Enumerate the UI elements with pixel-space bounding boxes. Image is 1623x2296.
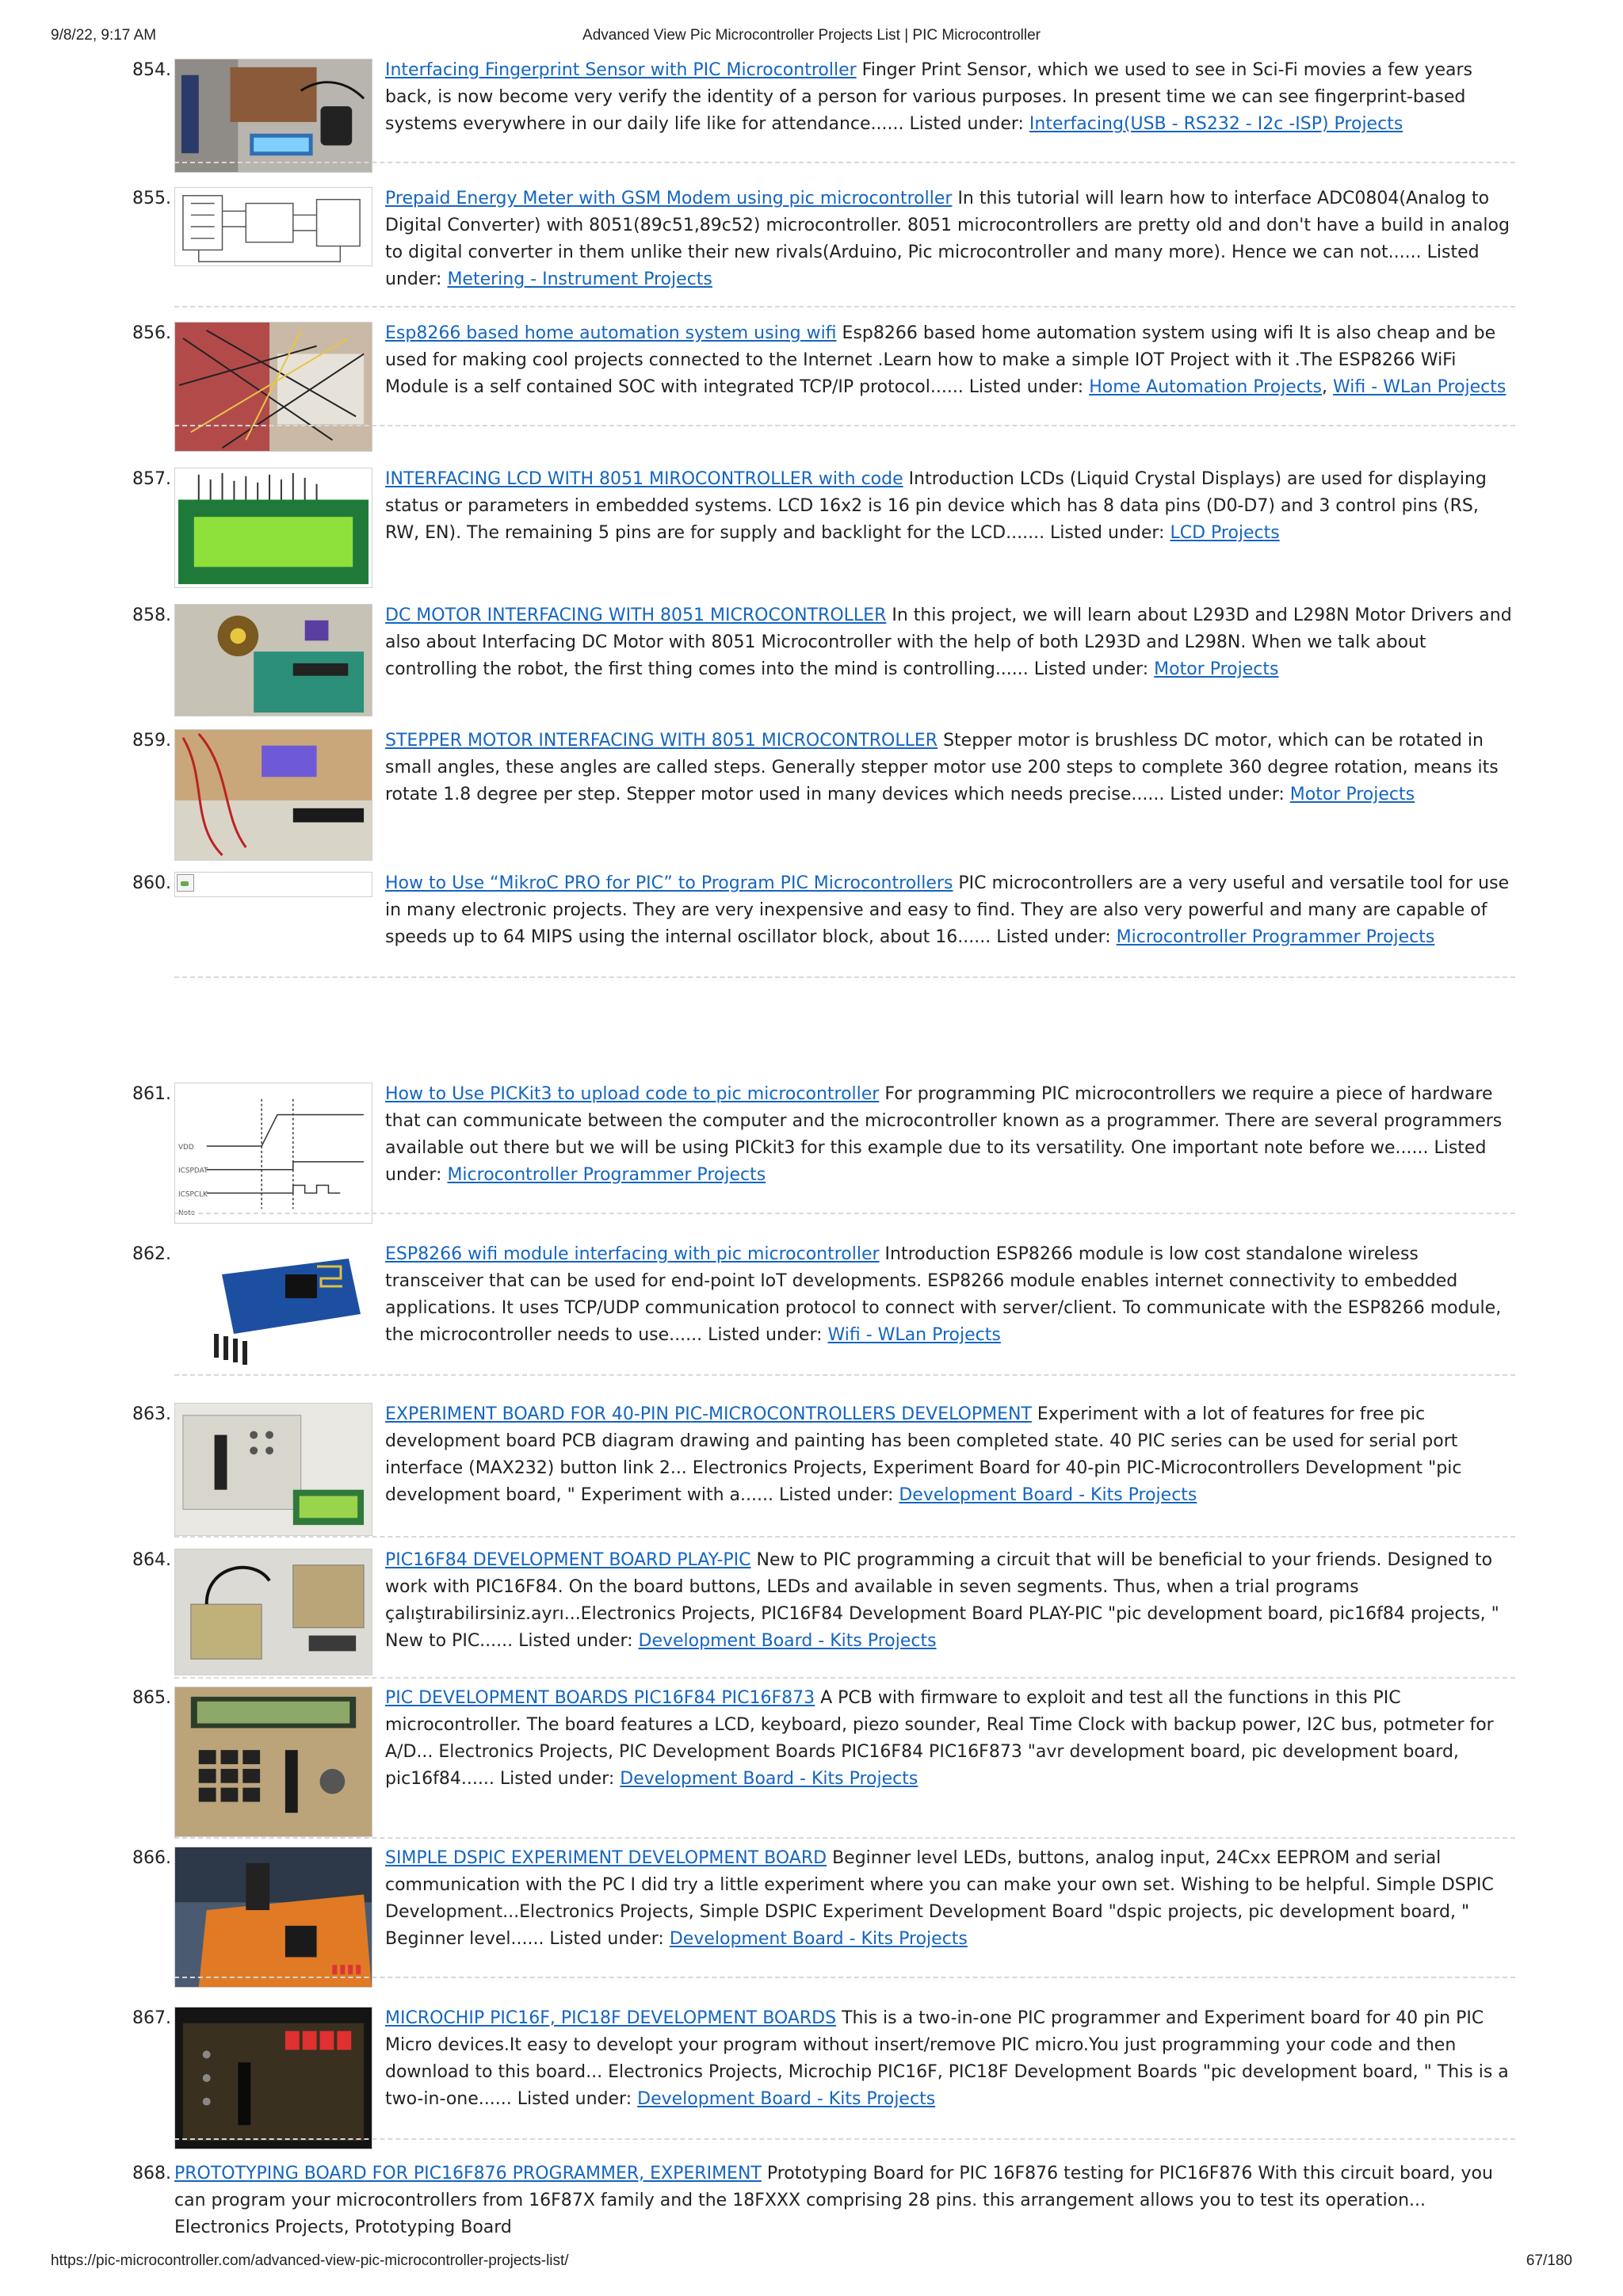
category-link[interactable]: Development Board - Kits Projects	[637, 2089, 936, 2109]
category-link[interactable]: LCD Projects	[1170, 523, 1280, 543]
project-title-link[interactable]: PROTOTYPING BOARD FOR PIC16F876 PROGRAMMER, EXPERIMENT	[174, 2164, 762, 2183]
category-link[interactable]: Interfacing(USB - RS232 - I2c -ISP) Projects	[1029, 114, 1403, 134]
project-description: PIC microcontrollers are a very useful and versatile tool for use in many electronic projects. They are very inexpensive and easy to find. They are also very powerful and many are capable of speeds up to 64 MIPS using the internal oscillator block, about 16...... Listed under:	[385, 873, 1510, 947]
category-link[interactable]: Home Automation Projects	[1089, 377, 1323, 397]
project-description: Esp8266 based home automation system using wifi It is also cheap and be used for making cool projects connected to the Internet .Learn how to make a simple IOT Project with it .The ESP8266 WiFi Module is a self contained SOC with integrated TCP/IP protocol...... Listed under:	[385, 323, 1496, 397]
project-title-link[interactable]: Prepaid Energy Meter with GSM Modem using pic microcontroller	[385, 189, 953, 208]
entry-number: 866.	[132, 1848, 171, 1868]
category-link[interactable]: Metering - Instrument Projects	[447, 269, 712, 289]
project-title-link[interactable]: MICROCHIP PIC16F, PIC18F DEVELOPMENT BOARDS	[385, 2008, 837, 2028]
project-description: Prototyping Board for PIC 16F876 testing for PIC16F876 With this circuit board, you can program your microcontrollers from 16F87X family and the 18FXXX comprising 28 pins. this arrangement allows you to test its operation... Electronics Projects, Prototyping Board	[174, 2164, 1493, 2237]
project-entry	[127, 185, 1512, 312]
entry-separator	[174, 1536, 1515, 1538]
project-description: This is a two-in-one PIC programmer and Experiment board for 40 pin PIC Micro devices.It easy to developt your program without insert/remove PIC micro.You just programming your code and then download to this board... Electronics Projects, Microchip PIC16F, PIC18F Development Boards "pic development board, " This is a two-in-one...... Listed under:	[385, 2008, 1509, 2109]
entry-text	[174, 2160, 1515, 2241]
project-thumbnail[interactable]	[174, 872, 372, 897]
print-url: https://pic-microcontroller.com/advanced-view-pic-microcontroller-projects-list/	[51, 2252, 569, 2269]
svg-text:ICSPCLK: ICSPCLK	[178, 1190, 208, 1199]
page-number: 67/180	[1526, 2252, 1572, 2269]
project-description: Beginner level LEDs, buttons, analog input, 24Cxx EEPROM and serial communication with the PC I did try a little experiment where you can make your own set. Wishing to be helpful. Simple DSPIC Development...Electronics Projects, Simple DSPIC Experiment Development Board "dspic projects, pic development board, " Beginner level...... Listed under:	[385, 1848, 1494, 1949]
entry-text	[385, 1081, 1515, 1189]
stepper-motor-image	[175, 730, 372, 860]
project-thumbnail[interactable]	[174, 468, 372, 588]
entry-number: 861.	[132, 1084, 171, 1104]
entry-number: 855.	[132, 189, 171, 208]
entry-separator	[174, 1213, 1515, 1214]
pickit3-timing-diagram-image	[175, 1083, 372, 1223]
project-title-link[interactable]: How to Use PICKit3 to upload code to pic microcontroller	[385, 1084, 880, 1104]
pic-development-board-image	[175, 1687, 372, 1836]
print-header	[51, 27, 1572, 51]
project-description: In this project, we will learn about L293D and L298N Motor Drivers and also about Interfacing DC Motor with 8051 Microcontroller with the help of both L293D and L298N. When we talk about controlling the robot, the first thing comes into the mind is controlling...... Listed under:	[385, 606, 1512, 679]
category-separator: ,	[1322, 377, 1334, 397]
project-description: Introduction ESP8266 module is low cost standalone wireless transceiver that can be used for end-point IoT developments. ESP8266 module enables internet connectivity to embedded applications. It uses TCP/UDP communication protocol to connect with server/client. To communicate with the ESP8266 module, the microcontroller needs to use...... Listed under:	[385, 1244, 1502, 1345]
category-link[interactable]: Development Board - Kits Projects	[899, 1485, 1197, 1505]
project-title-link[interactable]: How to Use “MikroC PRO for PIC” to Program PIC Microcontrollers	[385, 873, 953, 893]
category-link[interactable]: Motor Projects	[1154, 659, 1279, 679]
category-link[interactable]: Wifi - WLan Projects	[1333, 377, 1507, 397]
project-entry	[127, 1685, 1512, 1839]
project-entry	[127, 466, 1512, 593]
print-footer	[51, 2252, 1572, 2276]
entry-text	[385, 185, 1515, 293]
category-link[interactable]: Microcontroller Programmer Projects	[1116, 927, 1435, 947]
entry-separator	[174, 425, 1515, 426]
entry-number: 858.	[132, 606, 171, 625]
svg-text:ICSPDAT: ICSPDAT	[178, 1167, 208, 1175]
project-title-link[interactable]: Esp8266 based home automation system using wifi	[385, 323, 837, 343]
project-thumbnail[interactable]	[174, 604, 372, 716]
project-description: In this tutorial will learn how to interface ADC0804(Analog to Digital Converter) with 8051(89c51,89c52) microcontroller. 8051 microcontrollers are pretty old and don't have a build in analog to digital converter in them unlike their new rivals(Arduino, Pic microcontroller and many more). Hence we can not...... Listed under:	[385, 189, 1510, 289]
project-title-link[interactable]: INTERFACING LCD WITH 8051 MIROCONTROLLER with code	[385, 469, 903, 489]
project-entry	[127, 1081, 1512, 1227]
entry-text	[385, 1401, 1515, 1509]
project-entry	[127, 2005, 1512, 2148]
project-thumbnail[interactable]	[174, 1847, 372, 1988]
project-entry	[127, 1547, 1512, 1680]
entry-number: 863.	[132, 1404, 171, 1424]
entry-separator	[174, 1677, 1515, 1679]
project-thumbnail[interactable]	[174, 59, 372, 173]
entry-number: 859.	[132, 731, 171, 751]
entry-separator	[174, 2138, 1515, 2140]
project-thumbnail[interactable]	[174, 1403, 372, 1536]
pic16f-pic18f-board-image	[175, 2008, 372, 2149]
entry-text	[385, 1845, 1515, 1953]
project-entry	[127, 1845, 1512, 1996]
project-title-link[interactable]: PIC16F84 DEVELOPMENT BOARD PLAY-PIC	[385, 1550, 751, 1570]
broken-image	[175, 873, 372, 896]
dc-motor-board-image	[175, 605, 372, 716]
category-link[interactable]: Development Board - Kits Projects	[620, 1769, 918, 1789]
fingerprint-board-image	[175, 59, 372, 172]
entry-separator	[174, 1374, 1515, 1376]
project-description: Finger Print Sensor, which we used to see in Sci-Fi movies a few years back, is now become very verify the identity of a person for various purposes. In present time we can see fingerprint-based systems everywhere in our daily life like for attendance...... Listed under:	[385, 60, 1473, 134]
entry-number: 854.	[132, 60, 171, 80]
entry-text	[385, 57, 1515, 138]
entry-number: 864.	[132, 1550, 171, 1570]
entry-number: 862.	[132, 1244, 171, 1264]
project-title-link[interactable]: DC MOTOR INTERFACING WITH 8051 MICROCONTROLLER	[385, 606, 887, 625]
entry-text	[385, 2005, 1515, 2113]
project-title-link[interactable]: STEPPER MOTOR INTERFACING WITH 8051 MICROCONTROLLER	[385, 731, 938, 751]
play-pic-board-image	[175, 1549, 372, 1675]
project-title-link[interactable]: SIMPLE DSPIC EXPERIMENT DEVELOPMENT BOARD	[385, 1848, 827, 1868]
category-link[interactable]: Development Board - Kits Projects	[638, 1631, 937, 1651]
home-automation-image	[175, 323, 372, 451]
entry-number: 868.	[132, 2164, 171, 2183]
project-entry	[127, 2160, 1512, 2237]
entry-text	[385, 728, 1515, 808]
project-entry	[127, 1401, 1512, 1541]
entry-separator	[174, 1837, 1515, 1839]
project-title-link[interactable]: EXPERIMENT BOARD FOR 40-PIN PIC-MICROCONTROLLERS DEVELOPMENT	[385, 1404, 1032, 1424]
entry-number: 856.	[132, 323, 171, 343]
lcd-module-image	[175, 468, 372, 587]
project-entry	[127, 870, 1512, 981]
experiment-board-image	[175, 1404, 372, 1535]
entry-text	[385, 870, 1515, 951]
energy-meter-schematic-image	[175, 188, 372, 266]
svg-text:Note: Note	[178, 1209, 196, 1218]
entry-separator	[174, 306, 1515, 308]
project-description: Stepper motor is brushless DC motor, which can be rotated in small angles, these angles are called steps. Generally stepper motor use 200 steps to complete 360 degree rotation, means its rotate 1.8 degree per step. Stepper motor used in many devices which needs precise...... Listed under:	[385, 731, 1499, 804]
project-thumbnail[interactable]	[174, 187, 372, 266]
project-entry	[127, 728, 1512, 861]
project-description: Introduction LCDs (Liquid Crystal Displays) are used for displaying status or parameters in embedded systems. LCD 16x2 is 16 pin device which has 8 data pins (D0-D7) and 3 control pins (RS, RW, EN). The remaining 5 pins are for supply and backlight for the LCD....... Listed under:	[385, 469, 1487, 543]
entry-text	[385, 466, 1515, 547]
project-thumbnail[interactable]	[174, 322, 372, 452]
project-thumbnail[interactable]	[174, 1083, 372, 1224]
project-thumbnail[interactable]	[174, 1549, 372, 1675]
project-description: Experiment with a lot of features for free pic development board PCB diagram drawing and painting has been completed state. 40 PIC series can be used for serial port interface (MAX232) button link 2... Electronics Projects, Experiment Board for 40-pin PIC-Microcontrollers Development "pic development board, " Experiment with a...... Listed under:	[385, 1404, 1462, 1505]
project-title-link[interactable]: Interfacing Fingerprint Sensor with PIC Microcontroller	[385, 60, 857, 80]
entry-text	[385, 320, 1515, 401]
project-title-link[interactable]: ESP8266 wifi module interfacing with pic microcontroller	[385, 1244, 880, 1264]
project-description: New to PIC programming a circuit that will be beneficial to your friends. Designed to work with PIC16F84. On the board buttons, LEDs and available in seven segments. Thus, when a trial programs çalıştırabilirsiniz.ayrı...Electronics Projects, PIC16F84 Development Board PLAY-PIC "pic development board, pic16f84 projects, " New to PIC...... Listed under:	[385, 1550, 1499, 1651]
svg-text:VDD: VDD	[178, 1144, 194, 1152]
project-entry	[127, 57, 1512, 174]
entry-text	[385, 1685, 1515, 1793]
entry-number: 860.	[132, 873, 171, 893]
category-link[interactable]: Development Board - Kits Projects	[669, 1929, 968, 1949]
print-date: 9/8/22, 9:17 AM	[51, 27, 157, 44]
entry-text	[385, 1547, 1515, 1655]
print-page-title: Advanced View Pic Microcontroller Projects List | PIC Microcontroller	[582, 27, 1041, 44]
entry-number: 857.	[132, 469, 171, 489]
entry-number: 865.	[132, 1688, 171, 1708]
category-link[interactable]: Motor Projects	[1289, 785, 1415, 804]
project-description: For programming PIC microcontrollers we require a piece of hardware that can communicate between the computer and the microcontroller known as a programmer. There are several programmers available out there but we will be using PICkit3 for this example due to its versatility. One important note before we...... Listed under:	[385, 1084, 1503, 1185]
entry-separator	[174, 1977, 1515, 1978]
project-entry	[127, 602, 1512, 721]
project-title-link[interactable]: PIC DEVELOPMENT BOARDS PIC16F84 PIC16F873	[385, 1688, 815, 1708]
project-thumbnail[interactable]	[174, 1243, 372, 1374]
category-link[interactable]: Microcontroller Programmer Projects	[447, 1165, 766, 1185]
project-thumbnail[interactable]	[174, 1687, 372, 1837]
project-thumbnail[interactable]	[174, 729, 372, 861]
entry-separator	[174, 162, 1515, 163]
entry-separator	[174, 976, 1515, 978]
project-entry	[127, 320, 1512, 455]
esp8266-module-image	[174, 1243, 372, 1374]
project-thumbnail[interactable]	[174, 2007, 372, 2149]
dspic-board-image	[175, 1847, 372, 1987]
broken-image-icon	[177, 874, 194, 892]
entry-number: 867.	[132, 2008, 171, 2028]
entry-text	[385, 602, 1515, 683]
project-entry	[127, 1241, 1512, 1392]
entry-text	[385, 1241, 1515, 1349]
project-description: A PCB with firmware to exploit and test all the functions in this PIC microcontroller. The board features a LCD, keyboard, piezo sounder, Real Time Clock with backup power, I2C bus, potmeter for A/D... Electronics Projects, PIC Development Boards PIC16F84 PIC16F873 "avr development board, pic development board, pic16f84...... Listed under:	[385, 1688, 1494, 1789]
category-link[interactable]: Wifi - WLan Projects	[827, 1325, 1001, 1345]
